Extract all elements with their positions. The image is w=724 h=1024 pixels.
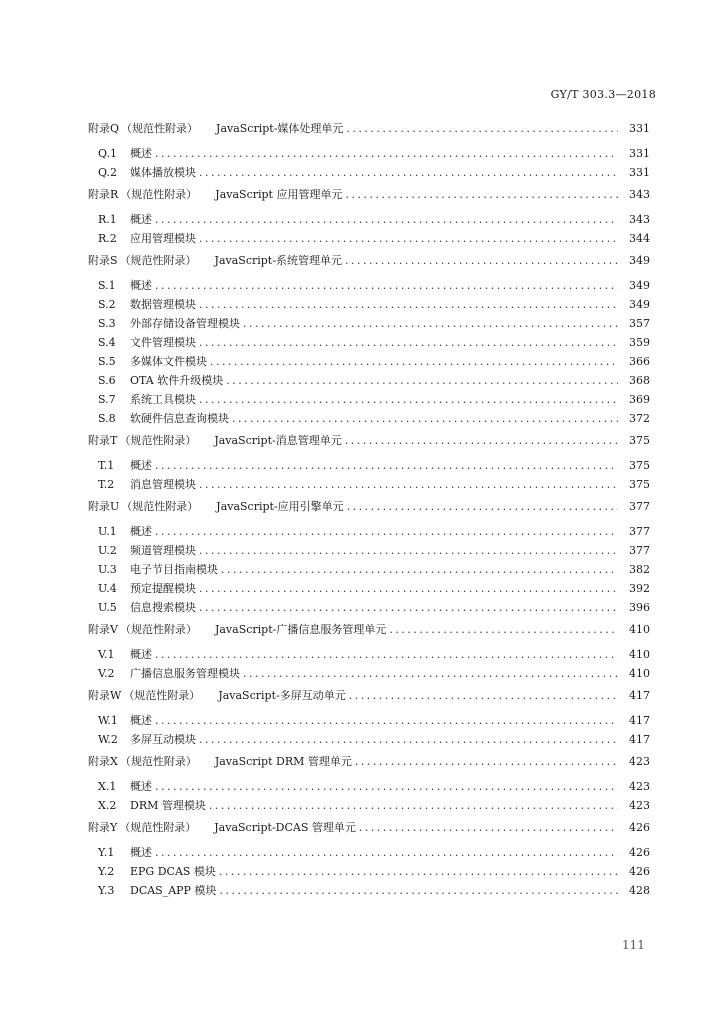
appendix-type: （规范性附录）: [119, 254, 197, 267]
appendix-title: JavaScript-媒体处理单元: [216, 122, 344, 135]
toc-section-entry[interactable]: [88, 314, 650, 333]
dot-leader: [199, 475, 618, 494]
section-number: T.2: [98, 478, 115, 491]
toc-section-entry[interactable]: [88, 579, 650, 598]
dot-leader: [210, 352, 618, 371]
section-title: DCAS_APP 模块: [130, 884, 217, 897]
section-title: 应用管理模块: [130, 232, 196, 245]
dot-leader: [345, 248, 618, 274]
section-title: 概述: [130, 780, 152, 793]
section-title: 频道管理模块: [130, 544, 196, 557]
dot-leader: [199, 163, 618, 182]
appendix-label: 附录X: [88, 755, 118, 768]
dot-leader: [199, 730, 618, 749]
appendix-title: JavaScript-消息管理单元: [214, 434, 342, 447]
dot-leader: [243, 314, 618, 333]
section-title: 多媒体文件模块: [130, 355, 207, 368]
section-number: Q.1: [98, 147, 117, 160]
section-page-number: 372: [629, 412, 650, 425]
appendix-type: （规范性附录）: [119, 821, 197, 834]
section-page-number: 375: [629, 459, 650, 472]
section-title: 概述: [130, 648, 152, 661]
dot-leader: [359, 815, 618, 841]
toc-section-entry[interactable]: [88, 843, 650, 862]
appendix-type: （规范性附录）: [119, 623, 197, 636]
dot-leader: [155, 711, 618, 730]
toc-section-entry[interactable]: [88, 276, 650, 295]
section-title: 概述: [130, 714, 152, 727]
dot-leader: [155, 777, 618, 796]
section-number: S.3: [98, 317, 116, 330]
toc-appendix-entry[interactable]: [88, 749, 650, 775]
section-number: Y.3: [98, 884, 115, 897]
section-page-number: 377: [629, 544, 650, 557]
toc-section-entry[interactable]: [88, 333, 650, 352]
appendix-title: JavaScript DRM 管理单元: [214, 755, 352, 768]
toc-appendix-entry[interactable]: [88, 815, 650, 841]
toc-section-entry[interactable]: [88, 371, 650, 390]
appendix-type: （规范性附录）: [119, 755, 197, 768]
toc-section-entry[interactable]: [88, 777, 650, 796]
dot-leader: [155, 276, 618, 295]
appendix-page-number: 417: [629, 689, 650, 702]
appendix-type: （规范性附录）: [123, 689, 201, 702]
appendix-label: 附录V: [88, 623, 118, 636]
section-title: 软硬件信息查询模块: [130, 412, 229, 425]
section-page-number: 428: [629, 884, 650, 897]
toc-appendix-entry[interactable]: [88, 494, 650, 520]
dot-leader: [219, 881, 618, 900]
section-page-number: 423: [629, 799, 650, 812]
section-page-number: 426: [629, 846, 650, 859]
toc-appendix-entry[interactable]: [88, 182, 650, 208]
toc-section-entry[interactable]: [88, 229, 650, 248]
section-title: 概述: [130, 147, 152, 160]
dot-leader: [199, 295, 618, 314]
section-number: S.7: [98, 393, 116, 406]
section-title: 信息搜索模块: [130, 601, 196, 614]
toc-section-entry[interactable]: [88, 664, 650, 683]
appendix-label: 附录S: [88, 254, 118, 267]
table-of-contents: [88, 116, 650, 900]
section-page-number: 331: [629, 147, 650, 160]
toc-appendix-group: [88, 182, 650, 248]
section-number: V.1: [98, 648, 115, 661]
appendix-title: JavaScript-系统管理单元: [214, 254, 342, 267]
appendix-label: 附录T: [88, 434, 118, 447]
toc-appendix-entry[interactable]: [88, 116, 650, 142]
appendix-label: 附录W: [88, 689, 122, 702]
toc-section-entry[interactable]: [88, 295, 650, 314]
section-title: 消息管理模块: [130, 478, 196, 491]
dot-leader: [155, 522, 618, 541]
section-page-number: 349: [629, 279, 650, 292]
toc-section-entry[interactable]: [88, 796, 650, 815]
dot-leader: [199, 333, 618, 352]
section-number: X.1: [98, 780, 117, 793]
dot-leader: [199, 541, 618, 560]
appendix-page-number: 343: [629, 188, 650, 201]
toc-appendix-group: [88, 683, 650, 749]
section-number: U.1: [98, 525, 117, 538]
toc-section-entry[interactable]: [88, 862, 650, 881]
dot-leader: [389, 617, 618, 643]
appendix-type: （规范性附录）: [119, 434, 197, 447]
section-number: U.4: [98, 582, 117, 595]
toc-section-entry[interactable]: [88, 390, 650, 409]
appendix-page-number: 349: [629, 254, 650, 267]
section-page-number: 377: [629, 525, 650, 538]
appendix-page-number: 375: [629, 434, 650, 447]
appendix-label: 附录Y: [88, 821, 118, 834]
dot-leader: [155, 210, 618, 229]
toc-appendix-entry[interactable]: [88, 248, 650, 274]
toc-appendix-entry[interactable]: [88, 428, 650, 454]
page-number: 111: [622, 938, 645, 952]
section-number: U.2: [98, 544, 117, 557]
section-title: OTA 软件升级模块: [130, 374, 224, 387]
dot-leader: [226, 371, 618, 390]
dot-leader: [345, 428, 618, 454]
appendix-label: 附录U: [88, 500, 120, 513]
section-page-number: 417: [629, 733, 650, 746]
toc-section-entry[interactable]: [88, 409, 650, 428]
toc-section-entry[interactable]: [88, 598, 650, 617]
section-page-number: 382: [629, 563, 650, 576]
section-number: S.4: [98, 336, 116, 349]
toc-section-entry[interactable]: [88, 456, 650, 475]
toc-appendix-group: [88, 116, 650, 182]
dot-leader: [347, 494, 618, 520]
section-number: Q.2: [98, 166, 117, 179]
section-title: DRM 管理模块: [130, 799, 206, 812]
section-number: Y.2: [98, 865, 115, 878]
section-number: V.2: [98, 667, 115, 680]
appendix-type: （规范性附录）: [120, 188, 198, 201]
appendix-label: 附录R: [88, 188, 119, 201]
appendix-page-number: 426: [629, 821, 650, 834]
dot-leader: [349, 683, 618, 709]
section-title: 系统工具模块: [130, 393, 196, 406]
section-page-number: 410: [629, 667, 650, 680]
dot-leader: [355, 749, 618, 775]
dot-leader: [199, 579, 618, 598]
section-title: 概述: [130, 213, 152, 226]
dot-leader: [346, 116, 618, 142]
section-number: T.1: [98, 459, 115, 472]
section-page-number: 396: [629, 601, 650, 614]
appendix-type: （规范性附录）: [121, 500, 199, 513]
appendix-title: JavaScript-多屏互动单元: [218, 689, 346, 702]
dot-leader: [199, 598, 618, 617]
dot-leader: [155, 144, 618, 163]
toc-section-entry[interactable]: [88, 210, 650, 229]
appendix-page-number: 423: [629, 755, 650, 768]
appendix-label: 附录Q: [88, 122, 120, 135]
appendix-page-number: 377: [629, 500, 650, 513]
section-page-number: 410: [629, 648, 650, 661]
section-title: 概述: [130, 459, 152, 472]
toc-appendix-group: [88, 248, 650, 428]
standard-number-header: GY/T 303.3—2018: [550, 88, 656, 101]
toc-appendix-group: [88, 749, 650, 815]
appendix-title: JavaScript-DCAS 管理单元: [214, 821, 356, 834]
appendix-title: JavaScript 应用管理单元: [215, 188, 343, 201]
section-title: 广播信息服务管理模块: [130, 667, 240, 680]
section-title: 概述: [130, 525, 152, 538]
toc-section-entry[interactable]: [88, 352, 650, 371]
section-number: S.1: [98, 279, 116, 292]
section-title: 媒体播放模块: [130, 166, 196, 179]
toc-appendix-group: [88, 428, 650, 494]
appendix-title: JavaScript-应用引擎单元: [216, 500, 344, 513]
section-number: S.6: [98, 374, 116, 387]
toc-appendix-group: [88, 617, 650, 683]
toc-appendix-group: [88, 815, 650, 900]
toc-section-entry[interactable]: [88, 711, 650, 730]
dot-leader: [243, 664, 618, 683]
dot-leader: [219, 862, 618, 881]
section-number: W.2: [98, 733, 118, 746]
dot-leader: [209, 796, 618, 815]
toc-section-entry[interactable]: [88, 475, 650, 494]
section-number: S.2: [98, 298, 116, 311]
section-page-number: 417: [629, 714, 650, 727]
toc-appendix-entry[interactable]: [88, 683, 650, 709]
section-number: S.8: [98, 412, 116, 425]
section-page-number: 392: [629, 582, 650, 595]
appendix-title: JavaScript-广播信息服务管理单元: [214, 623, 387, 636]
toc-section-entry[interactable]: [88, 881, 650, 900]
section-title: 数据管理模块: [130, 298, 196, 311]
section-title: 电子节目指南模块: [130, 563, 218, 576]
dot-leader: [155, 456, 618, 475]
section-page-number: 344: [629, 232, 650, 245]
dot-leader: [199, 229, 618, 248]
dot-leader: [199, 390, 618, 409]
section-page-number: 359: [629, 336, 650, 349]
section-title: 概述: [130, 279, 152, 292]
section-page-number: 423: [629, 780, 650, 793]
toc-section-entry[interactable]: [88, 522, 650, 541]
dot-leader: [221, 560, 618, 579]
section-number: W.1: [98, 714, 118, 727]
section-number: R.2: [98, 232, 117, 245]
section-page-number: 369: [629, 393, 650, 406]
section-number: X.2: [98, 799, 117, 812]
appendix-type: （规范性附录）: [121, 122, 199, 135]
toc-appendix-group: [88, 494, 650, 617]
section-page-number: 426: [629, 865, 650, 878]
section-number: Y.1: [98, 846, 115, 859]
section-title: 预定提醒模块: [130, 582, 196, 595]
section-page-number: 349: [629, 298, 650, 311]
section-title: 外部存储设备管理模块: [130, 317, 240, 330]
toc-section-entry[interactable]: [88, 645, 650, 664]
section-page-number: 375: [629, 478, 650, 491]
section-page-number: 366: [629, 355, 650, 368]
section-page-number: 357: [629, 317, 650, 330]
dot-leader: [232, 409, 618, 428]
section-number: U.5: [98, 601, 117, 614]
toc-section-entry[interactable]: [88, 541, 650, 560]
toc-appendix-entry[interactable]: [88, 617, 650, 643]
section-title: 概述: [130, 846, 152, 859]
toc-section-entry[interactable]: [88, 730, 650, 749]
dot-leader: [345, 182, 618, 208]
section-title: 多屏互动模块: [130, 733, 196, 746]
toc-section-entry[interactable]: [88, 560, 650, 579]
section-number: S.5: [98, 355, 116, 368]
appendix-page-number: 410: [629, 623, 650, 636]
toc-section-entry[interactable]: [88, 144, 650, 163]
section-page-number: 368: [629, 374, 650, 387]
toc-section-entry[interactable]: [88, 163, 650, 182]
section-title: EPG DCAS 模块: [130, 865, 216, 878]
appendix-page-number: 331: [629, 122, 650, 135]
section-number: U.3: [98, 563, 117, 576]
dot-leader: [155, 645, 618, 664]
section-title: 文件管理模块: [130, 336, 196, 349]
section-number: R.1: [98, 213, 117, 226]
dot-leader: [155, 843, 618, 862]
section-page-number: 343: [629, 213, 650, 226]
section-page-number: 331: [629, 166, 650, 179]
